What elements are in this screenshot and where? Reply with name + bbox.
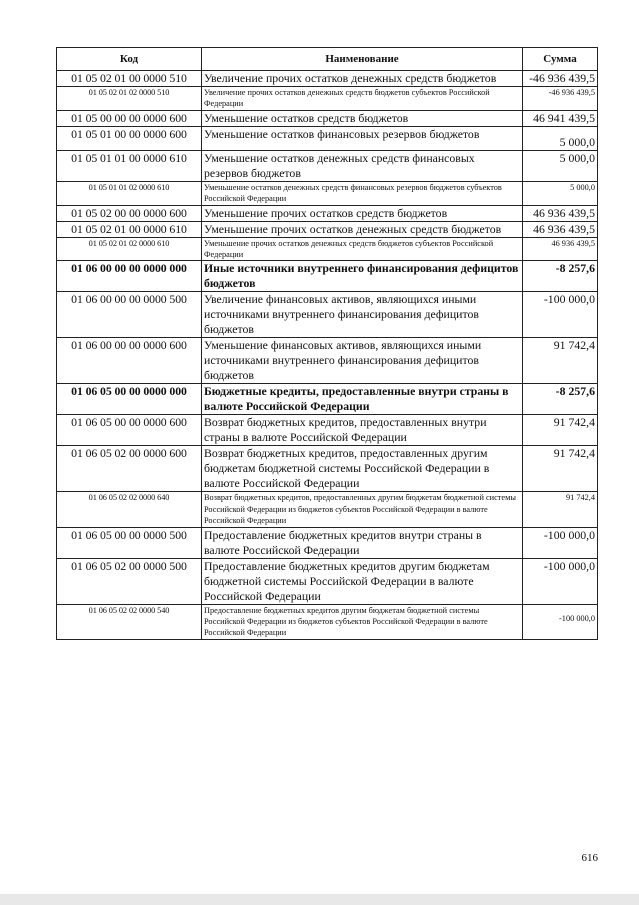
header-name: Наименование xyxy=(202,48,523,71)
row-sum: 5 000,0 xyxy=(523,150,598,181)
row-sum: 46 936 439,5 xyxy=(523,237,598,261)
row-sum: -46 936 439,5 xyxy=(523,71,598,87)
row-code: 01 05 02 01 00 0000 510 xyxy=(57,71,202,87)
row-name: Увеличение финансовых активов, являющихся иными источниками внутреннего финансирования дефицитов бюджетов xyxy=(202,292,523,338)
row-code: 01 05 00 00 00 0000 600 xyxy=(57,110,202,126)
table-row xyxy=(57,205,598,221)
row-name: Уменьшение финансовых активов, являющихся иными источниками внутреннего финансирования дефицитов бюджетов xyxy=(202,338,523,384)
row-sum: 91 742,4 xyxy=(523,415,598,446)
table-row xyxy=(57,150,598,181)
table-row xyxy=(57,604,598,639)
row-sum: -100 000,0 xyxy=(523,527,598,558)
table-row xyxy=(57,221,598,237)
row-sum: -46 936 439,5 xyxy=(523,87,598,111)
row-code: 01 06 05 00 00 0000 500 xyxy=(57,527,202,558)
row-name: Предоставление бюджетных кредитов другим бюджетам бюджетной системы Российской Федерации в валюте Российской Федерации xyxy=(202,558,523,604)
row-code: 01 05 02 00 00 0000 600 xyxy=(57,205,202,221)
row-name: Уменьшение остатков средств бюджетов xyxy=(202,110,523,126)
table-row xyxy=(57,338,598,384)
row-name: Иные источники внутреннего финансирования дефицитов бюджетов xyxy=(202,261,523,292)
row-sum: 46 936 439,5 xyxy=(523,205,598,221)
row-code: 01 06 00 00 00 0000 600 xyxy=(57,338,202,384)
table-row xyxy=(57,71,598,87)
row-sum: 5 000,0 xyxy=(523,126,598,150)
row-sum: -100 000,0 xyxy=(523,292,598,338)
row-code: 01 06 05 00 00 0000 000 xyxy=(57,384,202,415)
table-row xyxy=(57,415,598,446)
table-row xyxy=(57,110,598,126)
page-number: 616 xyxy=(581,852,598,864)
row-name: Возврат бюджетных кредитов, предоставленных другим бюджетам бюджетной системы Российской Федерации в валюте Российской Федерации xyxy=(202,446,523,492)
row-code: 01 05 01 01 02 0000 610 xyxy=(57,181,202,205)
row-sum: 46 941 439,5 xyxy=(523,110,598,126)
row-name: Возврат бюджетных кредитов, предоставленных другим бюджетам бюджетной системы Российской Федерации из бюджетов субъектов Российской Федерации в валюте Российской Федерации xyxy=(202,492,523,527)
row-code: 01 06 00 00 00 0000 000 xyxy=(57,261,202,292)
row-sum: -8 257,6 xyxy=(523,261,598,292)
row-name: Предоставление бюджетных кредитов другим бюджетам бюджетной системы Российской Федерации из бюджетов субъектов Российской Федерации в валюте Российской Федерации xyxy=(202,604,523,639)
row-sum: 91 742,4 xyxy=(523,492,598,527)
row-code: 01 06 00 00 00 0000 500 xyxy=(57,292,202,338)
row-sum: 46 936 439,5 xyxy=(523,221,598,237)
scan-footer-band xyxy=(0,894,639,905)
row-code: 01 05 02 01 00 0000 610 xyxy=(57,221,202,237)
table-row xyxy=(57,384,598,415)
row-sum: 5 000,0 xyxy=(523,181,598,205)
header-code: Код xyxy=(57,48,202,71)
row-name: Увеличение прочих остатков денежных средств бюджетов субъектов Российской Федерации xyxy=(202,87,523,111)
row-name: Уменьшение остатков денежных средств финансовых резервов бюджетов xyxy=(202,150,523,181)
table-row xyxy=(57,261,598,292)
row-code: 01 05 01 00 00 0000 600 xyxy=(57,126,202,150)
row-name: Увеличение прочих остатков денежных средств бюджетов xyxy=(202,71,523,87)
row-code: 01 05 01 01 00 0000 610 xyxy=(57,150,202,181)
row-sum: -100 000,0 xyxy=(523,604,598,639)
table-row xyxy=(57,126,598,150)
row-code: 01 06 05 02 02 0000 540 xyxy=(57,604,202,639)
table-row xyxy=(57,87,598,111)
table-row xyxy=(57,181,598,205)
row-code: 01 06 05 02 02 0000 640 xyxy=(57,492,202,527)
row-name: Уменьшение прочих остатков денежных средств бюджетов субъектов Российской Федерации xyxy=(202,237,523,261)
table-row xyxy=(57,527,598,558)
table-row xyxy=(57,492,598,527)
table-row xyxy=(57,292,598,338)
table-row xyxy=(57,446,598,492)
row-sum: 91 742,4 xyxy=(523,338,598,384)
row-code: 01 06 05 02 00 0000 600 xyxy=(57,446,202,492)
row-name: Уменьшение прочих остатков денежных средств бюджетов xyxy=(202,221,523,237)
table-row xyxy=(57,237,598,261)
row-code: 01 06 05 02 00 0000 500 xyxy=(57,558,202,604)
row-name: Уменьшение прочих остатков средств бюджетов xyxy=(202,205,523,221)
row-name: Бюджетные кредиты, предоставленные внутри страны в валюте Российской Федерации xyxy=(202,384,523,415)
table-header-row xyxy=(57,48,598,71)
row-code: 01 05 02 01 02 0000 510 xyxy=(57,87,202,111)
row-name: Предоставление бюджетных кредитов внутри страны в валюте Российской Федерации xyxy=(202,527,523,558)
header-sum: Сумма xyxy=(523,48,598,71)
row-sum: -100 000,0 xyxy=(523,558,598,604)
table-body xyxy=(57,71,598,640)
row-name: Уменьшение остатков денежных средств финансовых резервов бюджетов субъектов Российской Федерации xyxy=(202,181,523,205)
row-code: 01 05 02 01 02 0000 610 xyxy=(57,237,202,261)
table-row xyxy=(57,558,598,604)
budget-sources-table xyxy=(56,47,598,640)
row-sum: -8 257,6 xyxy=(523,384,598,415)
row-sum: 91 742,4 xyxy=(523,446,598,492)
row-name: Возврат бюджетных кредитов, предоставленных внутри страны в валюте Российской Федерации xyxy=(202,415,523,446)
row-name: Уменьшение остатков финансовых резервов бюджетов xyxy=(202,126,523,150)
row-code: 01 06 05 00 00 0000 600 xyxy=(57,415,202,446)
